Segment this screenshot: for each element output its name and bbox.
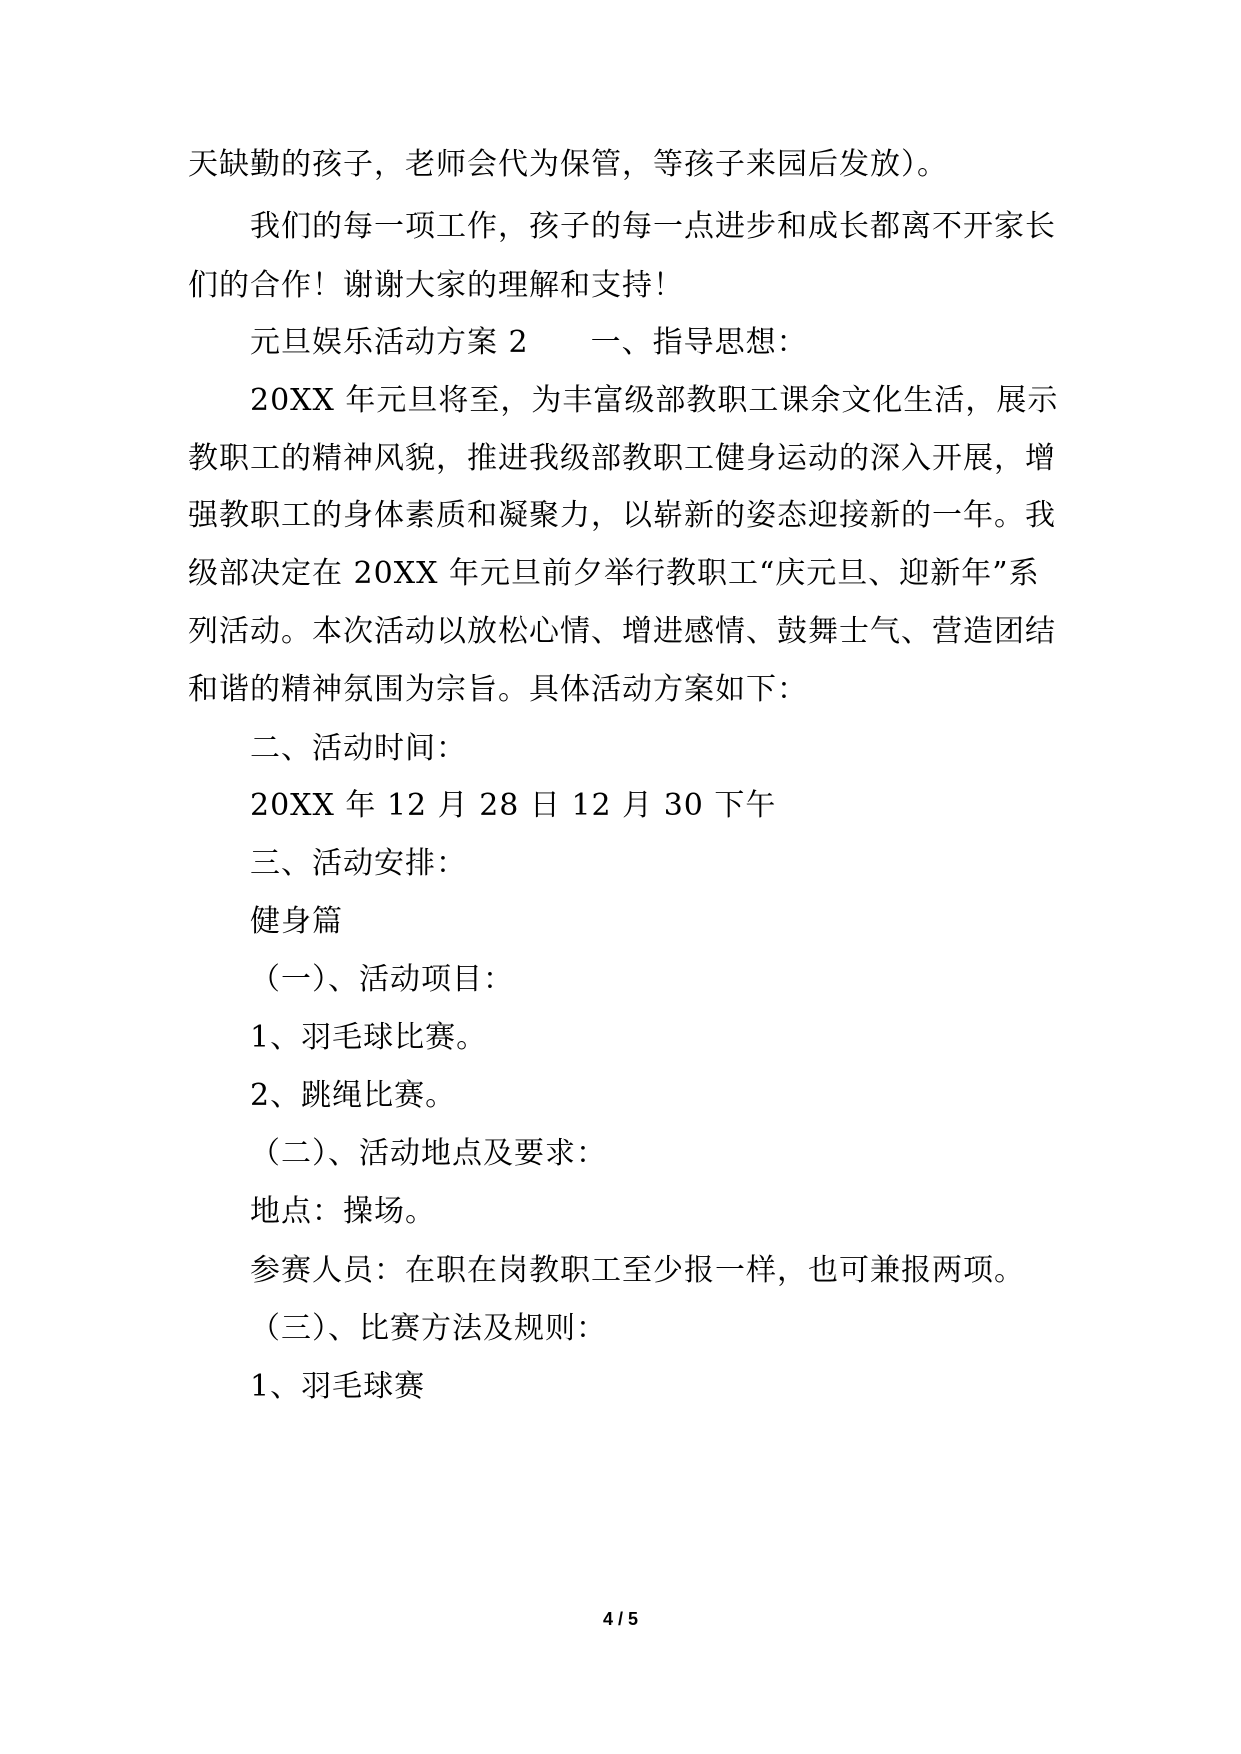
list-item: 2、跳绳比赛。	[250, 1078, 457, 1113]
paragraph-text: 列活动。本次活动以放松心情、增进感情、鼓舞士气、营造团结	[188, 614, 1056, 649]
subsection-heading: 健身篇	[250, 904, 343, 939]
text-line-continuation: 天缺勤的孩子，老师会代为保管，等孩子来园后发放）。	[188, 147, 948, 182]
paragraph-text: 级部决定在 20XX 年元旦前夕举行教职工“庆元旦、迎新年”系	[188, 556, 1040, 591]
detail-line: 参赛人员：在职在岗教职工至少报一样，也可兼报两项。	[250, 1253, 1025, 1288]
section-heading: 三、活动安排：	[250, 846, 467, 881]
paragraph-text: 强教职工的身体素质和凝聚力，以崭新的姿态迎接新的一年。我	[188, 498, 1056, 533]
list-heading: （一）、活动项目：	[250, 962, 514, 997]
page-number: 4 / 5	[602, 1609, 639, 1629]
list-heading: （二）、活动地点及要求：	[250, 1136, 607, 1171]
section-heading: 二、活动时间：	[250, 731, 467, 766]
paragraph-text: 20XX 年元旦将至，为丰富级部教职工课余文化生活，展示	[250, 383, 1059, 418]
paragraph-text: 我们的每一项工作，孩子的每一点进步和成长都离不开家长	[250, 209, 1056, 244]
paragraph-text: 教职工的精神风貌，推进我级部教职工健身运动的深入开展，增	[188, 441, 1056, 476]
list-item: 1、羽毛球赛	[250, 1369, 426, 1404]
list-heading: （三）、比赛方法及规则：	[250, 1311, 607, 1346]
date-text: 20XX 年 12 月 28 日 12 月 30 下午	[250, 788, 777, 823]
paragraph-text: 和谐的精神氛围为宗旨。具体活动方案如下：	[188, 672, 808, 707]
list-item: 1、羽毛球比赛。	[250, 1020, 488, 1055]
paragraph-text: 们的合作！谢谢大家的理解和支持！	[188, 268, 684, 303]
section-title-line: 元旦娱乐活动方案 2 一、指导思想：	[250, 325, 808, 360]
detail-line: 地点：操场。	[250, 1194, 436, 1229]
